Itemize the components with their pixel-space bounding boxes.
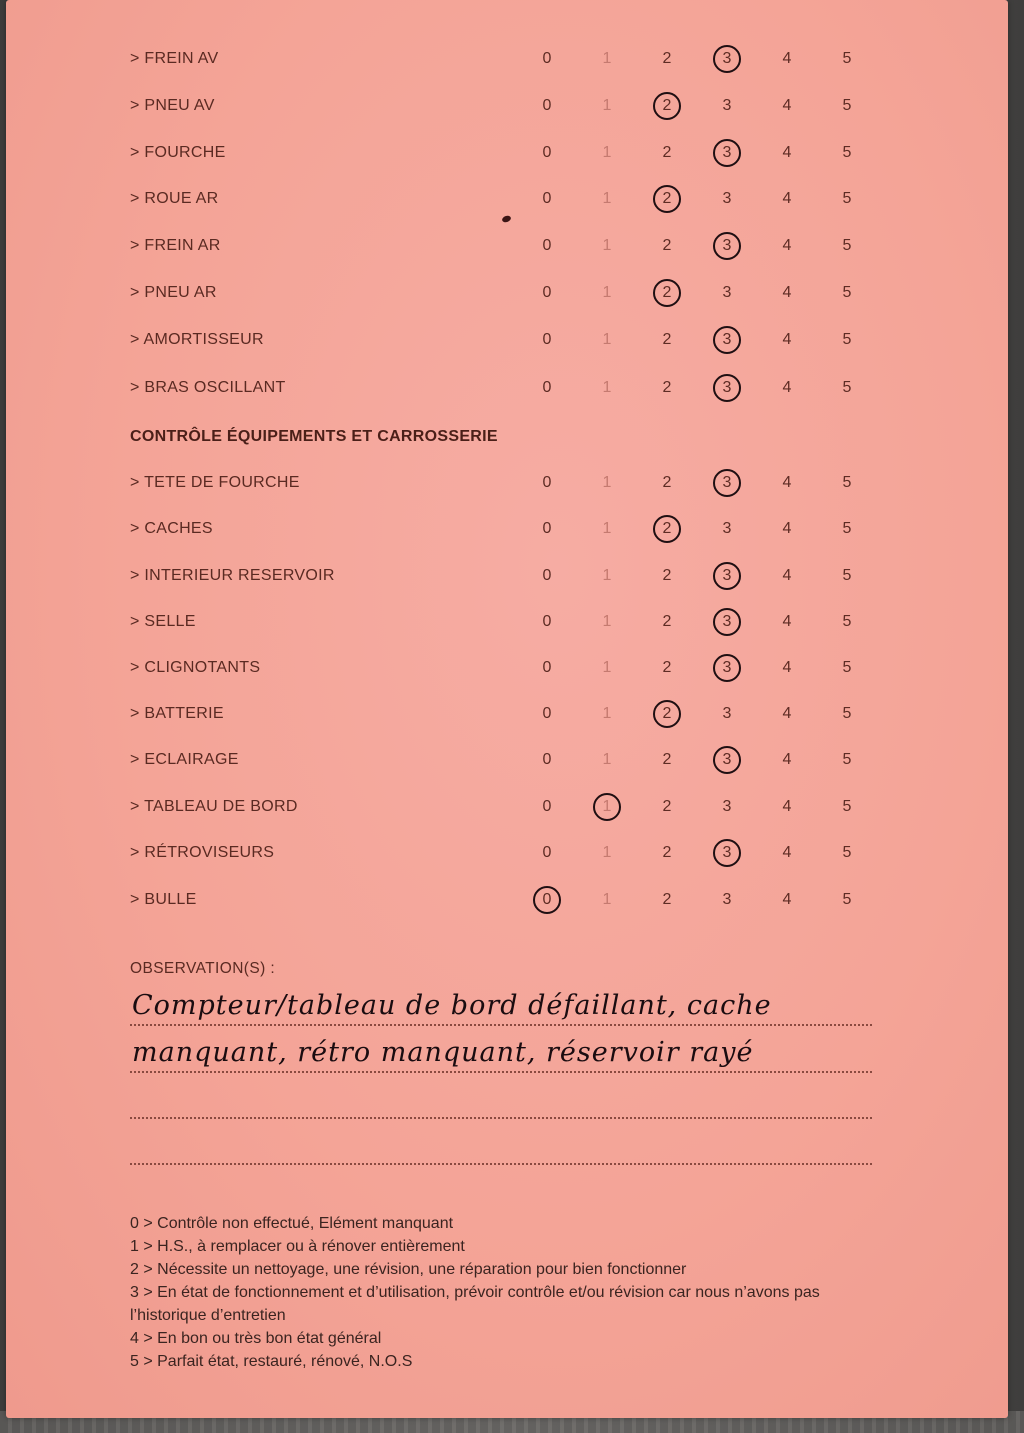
- score-2: 2: [662, 284, 672, 301]
- selected-score-circle: [653, 279, 681, 307]
- score-1: 1: [602, 798, 612, 815]
- score-4: 4: [782, 331, 792, 348]
- score-0: 0: [542, 331, 552, 348]
- score-4: 4: [782, 798, 792, 815]
- score-3: 3: [722, 237, 732, 254]
- score-2: 2: [662, 520, 672, 537]
- selected-score-circle: [533, 886, 561, 914]
- selected-score-circle: [713, 654, 741, 682]
- score-4: 4: [782, 844, 792, 861]
- legend-item: 2 > Nécessite un nettoyage, une révision, une réparation pour bien fonctionner: [130, 1261, 687, 1278]
- score-3: 3: [722, 891, 732, 908]
- score-1: 1: [602, 520, 612, 537]
- score-2: 2: [662, 474, 672, 491]
- score-5: 5: [842, 705, 852, 722]
- score-2: 2: [662, 844, 672, 861]
- row-label: > RÉTROVISEURS: [130, 844, 275, 861]
- row-label: > AMORTISSEUR: [130, 331, 264, 348]
- selected-score-circle: [713, 608, 741, 636]
- inspection-sheet: [6, 0, 1008, 1418]
- score-4: 4: [782, 144, 792, 161]
- score-2: 2: [662, 97, 672, 114]
- observations-title: OBSERVATION(S) :: [130, 960, 276, 977]
- score-2: 2: [662, 144, 672, 161]
- score-5: 5: [842, 567, 852, 584]
- score-4: 4: [782, 237, 792, 254]
- score-1: 1: [602, 237, 612, 254]
- score-0: 0: [542, 613, 552, 630]
- score-0: 0: [542, 50, 552, 67]
- score-2: 2: [662, 659, 672, 676]
- score-2: 2: [662, 50, 672, 67]
- score-3: 3: [722, 798, 732, 815]
- row-label: > BULLE: [130, 891, 197, 908]
- score-4: 4: [782, 659, 792, 676]
- score-2: 2: [662, 705, 672, 722]
- score-0: 0: [542, 520, 552, 537]
- score-1: 1: [602, 474, 612, 491]
- score-5: 5: [842, 613, 852, 630]
- score-0: 0: [542, 474, 552, 491]
- score-4: 4: [782, 379, 792, 396]
- score-3: 3: [722, 50, 732, 67]
- score-1: 1: [602, 751, 612, 768]
- score-5: 5: [842, 844, 852, 861]
- rating-legend: [130, 1212, 870, 1373]
- score-2: 2: [662, 237, 672, 254]
- row-label: > ROUE AR: [130, 190, 219, 207]
- row-label: > SELLE: [130, 613, 196, 630]
- score-1: 1: [602, 659, 612, 676]
- score-0: 0: [542, 284, 552, 301]
- selected-score-circle: [653, 92, 681, 120]
- row-label: > BRAS OSCILLANT: [130, 379, 286, 396]
- observation-line-2: [130, 1071, 872, 1073]
- score-0: 0: [542, 891, 552, 908]
- observation-line-3: [130, 1117, 872, 1119]
- selected-score-circle: [653, 185, 681, 213]
- score-0: 0: [542, 190, 552, 207]
- legend-item: 3 > En état de fonctionnement et d’utilisation, prévoir contrôle et/ou révision car nous n’avons pas l’historique d’entretien: [130, 1284, 820, 1324]
- row-label: > FOURCHE: [130, 144, 226, 161]
- score-4: 4: [782, 891, 792, 908]
- score-4: 4: [782, 751, 792, 768]
- selected-score-circle: [593, 793, 621, 821]
- legend-item: 4 > En bon ou très bon état général: [130, 1330, 382, 1347]
- row-label: > PNEU AV: [130, 97, 215, 114]
- row-label: > CACHES: [130, 520, 213, 537]
- score-4: 4: [782, 613, 792, 630]
- ink-spot: [501, 215, 512, 224]
- score-3: 3: [722, 751, 732, 768]
- score-5: 5: [842, 891, 852, 908]
- score-1: 1: [602, 284, 612, 301]
- score-3: 3: [722, 331, 732, 348]
- score-1: 1: [602, 144, 612, 161]
- row-label: > PNEU AR: [130, 284, 217, 301]
- observation-line-4: [130, 1163, 872, 1165]
- score-2: 2: [662, 379, 672, 396]
- score-3: 3: [722, 474, 732, 491]
- score-2: 2: [662, 613, 672, 630]
- score-4: 4: [782, 50, 792, 67]
- score-3: 3: [722, 284, 732, 301]
- score-0: 0: [542, 659, 552, 676]
- score-3: 3: [722, 705, 732, 722]
- legend-item: 1 > H.S., à remplacer ou à rénover entièrement: [130, 1238, 465, 1255]
- score-2: 2: [662, 751, 672, 768]
- score-0: 0: [542, 144, 552, 161]
- score-2: 2: [662, 190, 672, 207]
- selected-score-circle: [713, 746, 741, 774]
- row-label: > ECLAIRAGE: [130, 751, 239, 768]
- selected-score-circle: [713, 839, 741, 867]
- score-1: 1: [602, 844, 612, 861]
- row-label: > TABLEAU DE BORD: [130, 798, 298, 815]
- selected-score-circle: [653, 700, 681, 728]
- score-5: 5: [842, 284, 852, 301]
- row-label: > FREIN AV: [130, 50, 219, 67]
- selected-score-circle: [653, 515, 681, 543]
- selected-score-circle: [713, 469, 741, 497]
- score-3: 3: [722, 97, 732, 114]
- observation-text-1: Compteur/tableau de bord défaillant, cache: [132, 990, 772, 1021]
- score-3: 3: [722, 520, 732, 537]
- selected-score-circle: [713, 326, 741, 354]
- score-5: 5: [842, 379, 852, 396]
- row-label: > BATTERIE: [130, 705, 224, 722]
- score-5: 5: [842, 798, 852, 815]
- score-3: 3: [722, 659, 732, 676]
- score-5: 5: [842, 237, 852, 254]
- score-0: 0: [542, 567, 552, 584]
- score-5: 5: [842, 520, 852, 537]
- score-3: 3: [722, 613, 732, 630]
- observation-line-1: [130, 1024, 872, 1026]
- score-2: 2: [662, 331, 672, 348]
- selected-score-circle: [713, 139, 741, 167]
- score-5: 5: [842, 474, 852, 491]
- score-4: 4: [782, 705, 792, 722]
- selected-score-circle: [713, 45, 741, 73]
- score-1: 1: [602, 190, 612, 207]
- score-4: 4: [782, 284, 792, 301]
- legend-item: 5 > Parfait état, restauré, rénové, N.O.S: [130, 1353, 413, 1370]
- score-4: 4: [782, 567, 792, 584]
- score-5: 5: [842, 331, 852, 348]
- score-5: 5: [842, 751, 852, 768]
- score-2: 2: [662, 798, 672, 815]
- score-0: 0: [542, 751, 552, 768]
- score-5: 5: [842, 144, 852, 161]
- score-1: 1: [602, 97, 612, 114]
- score-2: 2: [662, 891, 672, 908]
- score-5: 5: [842, 659, 852, 676]
- score-0: 0: [542, 844, 552, 861]
- score-1: 1: [602, 331, 612, 348]
- selected-score-circle: [713, 232, 741, 260]
- selected-score-circle: [713, 562, 741, 590]
- score-3: 3: [722, 190, 732, 207]
- score-3: 3: [722, 844, 732, 861]
- row-label: > FREIN AR: [130, 237, 221, 254]
- score-5: 5: [842, 97, 852, 114]
- score-4: 4: [782, 474, 792, 491]
- legend-item: 0 > Contrôle non effectué, Elément manquant: [130, 1215, 454, 1232]
- score-0: 0: [542, 705, 552, 722]
- score-4: 4: [782, 190, 792, 207]
- score-1: 1: [602, 705, 612, 722]
- row-label: > INTERIEUR RESERVOIR: [130, 567, 335, 584]
- row-label: > TETE DE FOURCHE: [130, 474, 300, 491]
- score-3: 3: [722, 144, 732, 161]
- score-0: 0: [542, 97, 552, 114]
- score-1: 1: [602, 567, 612, 584]
- selected-score-circle: [713, 374, 741, 402]
- score-1: 1: [602, 379, 612, 396]
- score-1: 1: [602, 613, 612, 630]
- score-3: 3: [722, 379, 732, 396]
- score-0: 0: [542, 237, 552, 254]
- score-4: 4: [782, 97, 792, 114]
- score-2: 2: [662, 567, 672, 584]
- score-4: 4: [782, 520, 792, 537]
- row-label: > CLIGNOTANTS: [130, 659, 261, 676]
- section-title: CONTRÔLE ÉQUIPEMENTS ET CARROSSERIE: [130, 428, 498, 445]
- score-5: 5: [842, 50, 852, 67]
- score-1: 1: [602, 50, 612, 67]
- score-5: 5: [842, 190, 852, 207]
- score-0: 0: [542, 379, 552, 396]
- score-0: 0: [542, 798, 552, 815]
- score-3: 3: [722, 567, 732, 584]
- observation-text-2: manquant, rétro manquant, réservoir rayé: [132, 1037, 754, 1068]
- score-1: 1: [602, 891, 612, 908]
